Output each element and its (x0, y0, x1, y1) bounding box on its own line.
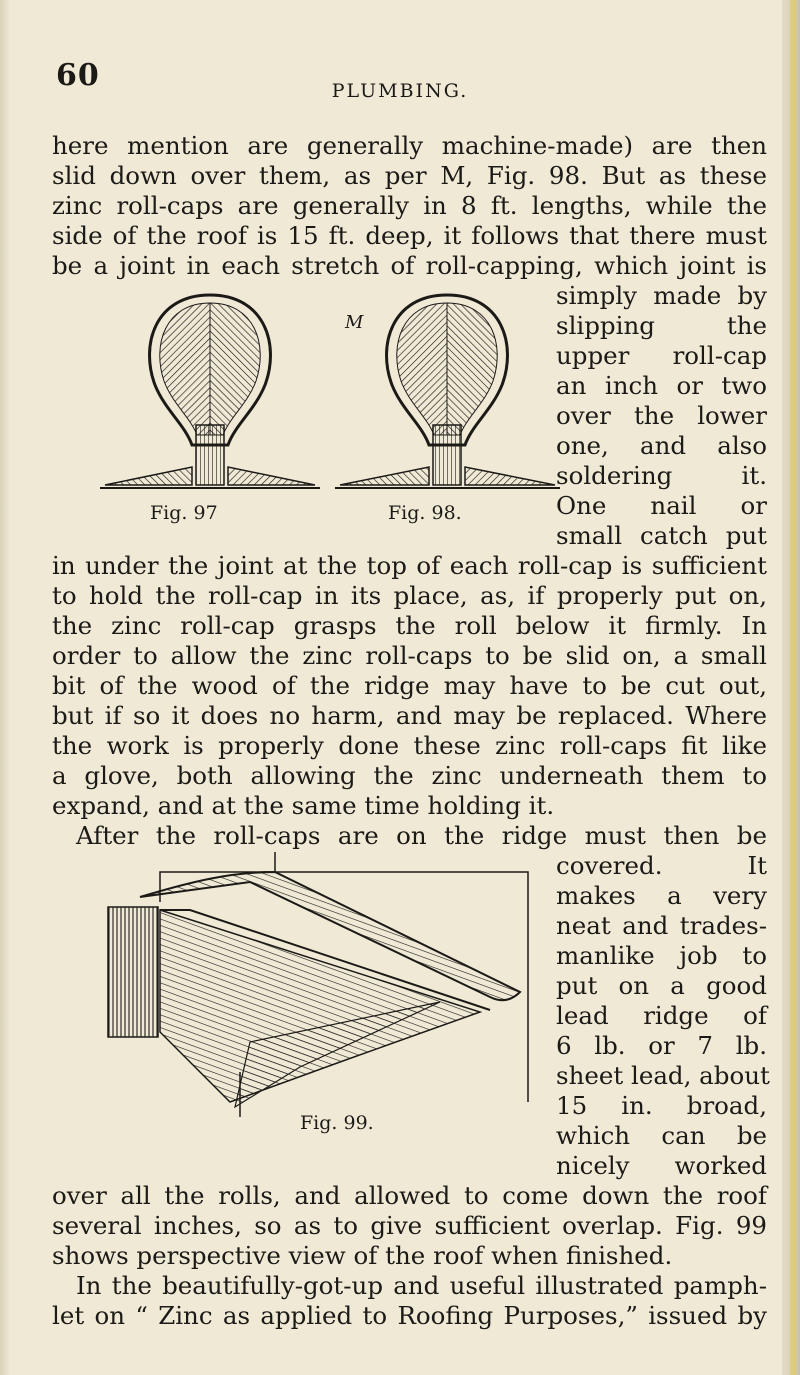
side-text-line: small catch put (556, 521, 767, 550)
text-line: expand, and at the same time holding it. (52, 791, 555, 820)
running-head: PLUMBING. (331, 80, 469, 102)
side-text-line: 6 lb. or 7 lb. (556, 1031, 767, 1060)
binding-spine (790, 0, 796, 1375)
text-line: side of the roof is 15 ft. deep, it follows that there must (52, 221, 767, 250)
side-text-line: nicely worked (556, 1151, 767, 1180)
text-line: several inches, so as to give sufficient overlap. Fig. 99 (52, 1211, 767, 1240)
text-line: order to allow the zinc roll-caps to be slid on, a small (52, 641, 767, 670)
text-line: but if so it does no harm, and may be replaced. Where (52, 701, 767, 730)
text-line: In the beautifully-got-up and useful illustrated pamph- (76, 1271, 767, 1300)
side-text-line: slipping the (556, 311, 767, 340)
text-line: in under the joint at the top of each roll-cap is sufficient (52, 551, 767, 580)
side-text-line: covered. It (556, 851, 767, 880)
side-text-line: put on a good (556, 971, 767, 1000)
text-line: shows perspective view of the roof when finished. (52, 1241, 673, 1270)
figure-97-roll-cap-drawing (100, 285, 320, 495)
side-text-line: soldering it. (556, 461, 767, 490)
side-text-line: lead ridge of (556, 1001, 767, 1030)
side-text-line: which can be (556, 1121, 767, 1150)
figure-98-caption: Fig. 98. (388, 502, 462, 524)
side-text-line: makes a very (556, 881, 767, 910)
text-line: After the roll-caps are on the ridge must then be (76, 821, 767, 850)
page-number: 60 (56, 58, 100, 93)
side-text-line: sheet lead, about (556, 1061, 770, 1090)
figure-97-caption: Fig. 97 (150, 502, 218, 524)
text-line: slid down over them, as per M, Fig. 98. But as these (52, 161, 767, 190)
side-text-line: one, and also (556, 431, 767, 460)
side-text-line: neat and trades- (556, 911, 767, 940)
side-text-line: simply made by (556, 281, 767, 310)
side-text-line: over the lower (556, 401, 767, 430)
text-line: to hold the roll-cap in its place, as, if properly put on, (52, 581, 767, 610)
side-text-line: One nail or (556, 491, 767, 520)
text-line: let on “ Zinc as applied to Roofing Purposes,” issued by (52, 1301, 767, 1330)
page-left-edge (0, 0, 10, 1375)
figure-98-roll-cap-drawing (335, 285, 560, 495)
text-line: be a joint in each stretch of roll-capping, which joint is (52, 251, 767, 280)
figure-99-caption: Fig. 99. (300, 1112, 374, 1134)
text-line: over all the rolls, and allowed to come down the roof (52, 1181, 767, 1210)
side-text-line: upper roll-cap (556, 341, 767, 370)
text-line: the zinc roll-cap grasps the roll below it firmly. In (52, 611, 767, 640)
text-line: a glove, both allowing the zinc underneath them to (52, 761, 767, 790)
text-line: here mention are generally machine-made) are then (52, 131, 767, 160)
side-text-line: an inch or two (556, 371, 767, 400)
text-line: zinc roll-caps are generally in 8 ft. lengths, while the (52, 191, 767, 220)
figure-99-roof-perspective-drawing (100, 852, 550, 1122)
text-line: bit of the wood of the ridge may have to be cut out, (52, 671, 767, 700)
figure-98-label-m: M (345, 312, 364, 333)
side-text-line: 15 in. broad, (556, 1091, 767, 1120)
side-text-line: manlike job to (556, 941, 767, 970)
text-line: the work is properly done these zinc roll-caps fit like (52, 731, 767, 760)
